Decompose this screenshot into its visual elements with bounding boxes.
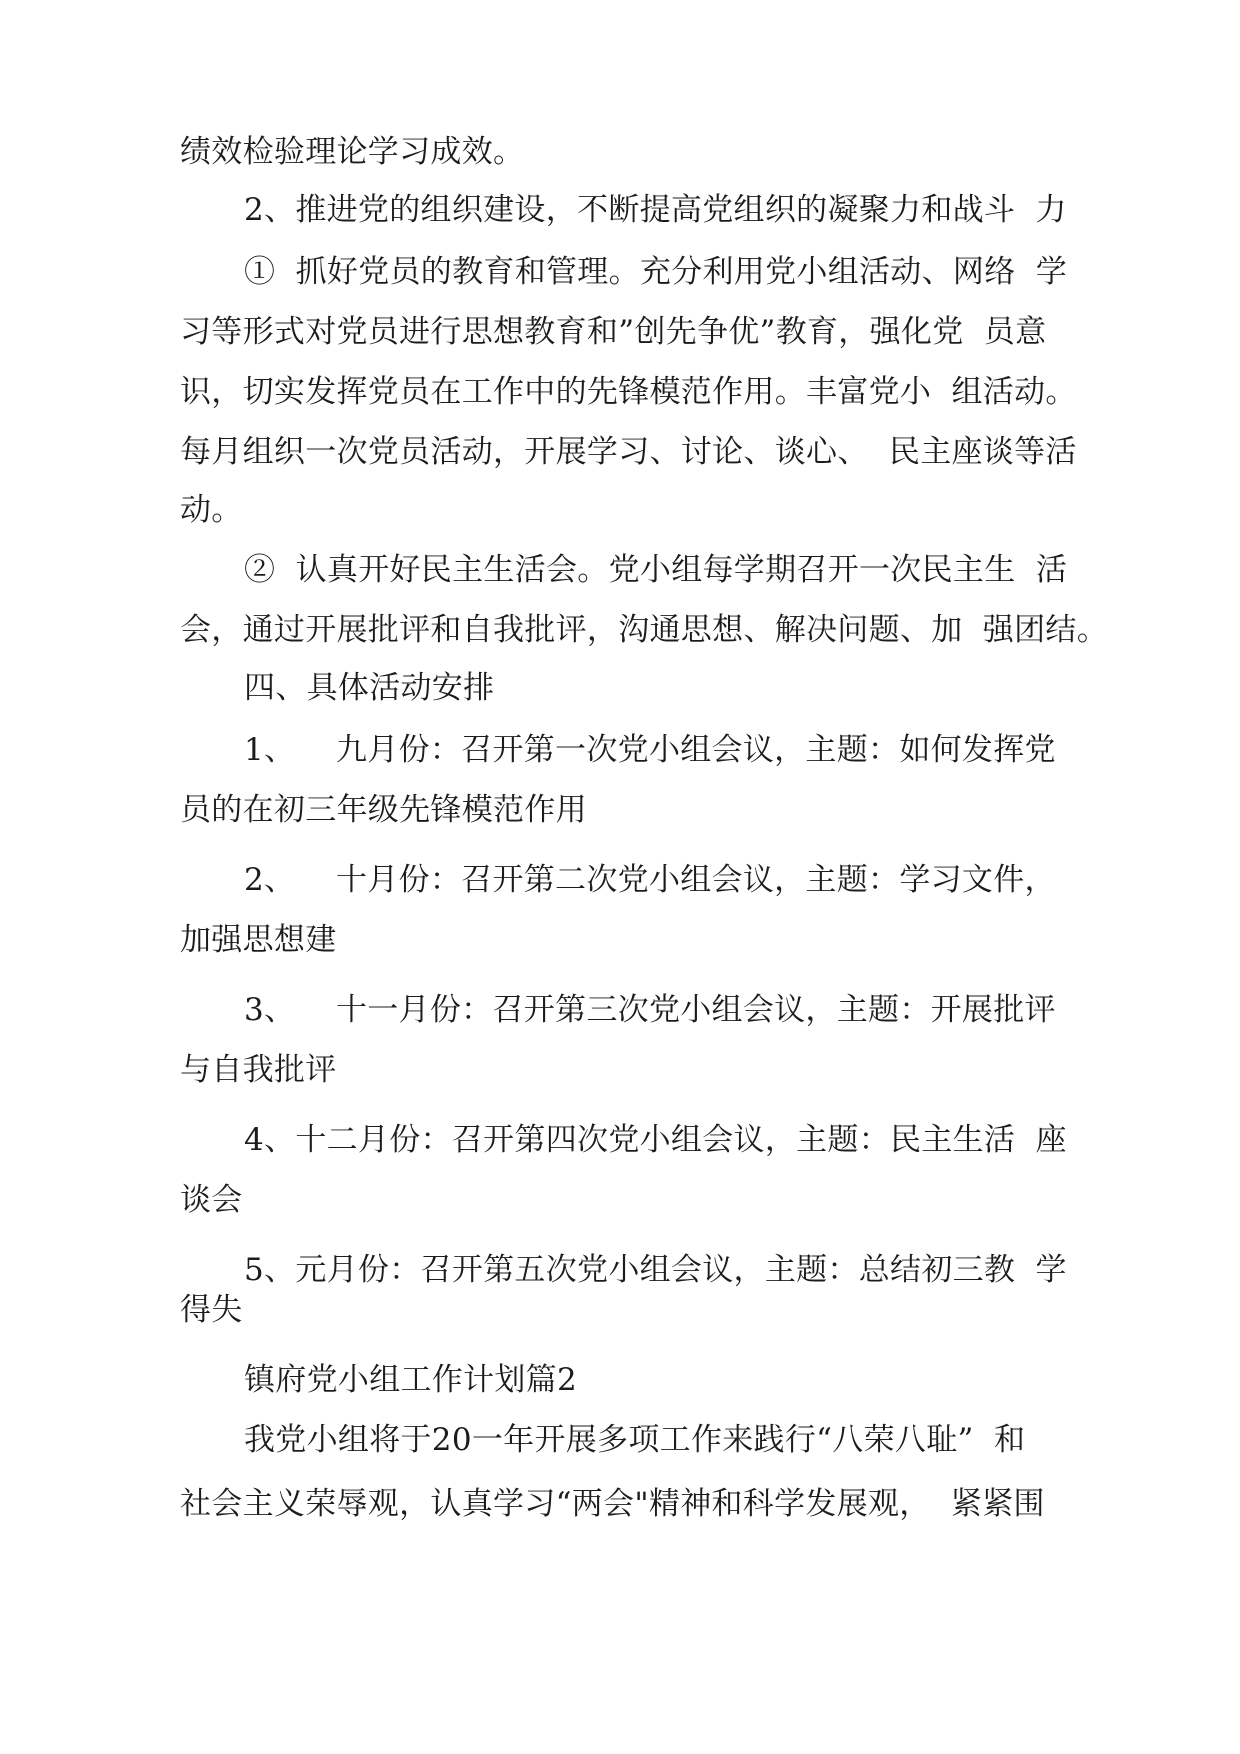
section-heading-4: 四、具体活动安排 [244, 670, 495, 706]
activity-5-line-1: 5、元月份：召开第五次党小组会议，主题：总结初三教 学 [244, 1252, 1067, 1288]
plan-2-paragraph-line-2: 社会主义荣辱观，认真学习“两会"精神和科学发展观， 紧紧围 [180, 1486, 1045, 1522]
section-heading-2: 2、推进党的组织建设，不断提高党组织的凝聚力和战斗 力 [244, 192, 1067, 228]
item-1-line-2: 习等形式对党员进行思想教育和”创先争优”教育，强化党 员意 [180, 314, 1047, 350]
activity-2-line-2: 加强思想建 [180, 922, 337, 958]
item-2-line-2: 会，通过开展批评和自我批评，沟通思想、解决问题、加 强团结。 [180, 612, 1109, 648]
activity-4-line-1: 4、十二月份：召开第四次党小组会议，主题：民主生活 座 [244, 1122, 1067, 1158]
item-1-line-5: 动。 [180, 492, 243, 528]
activity-2-line-1: 2、 十月份：召开第二次党小组会议，主题：学习文件， [244, 862, 1056, 898]
item-1-line-1: ① 抓好党员的教育和管理。充分利用党小组活动、网络 学 [244, 254, 1068, 290]
section-title-plan-2: 镇府党小组工作计划篇2 [244, 1362, 578, 1398]
activity-5-line-2: 得失 [180, 1292, 243, 1328]
activity-1-line-1: 1、 九月份：召开第一次党小组会议，主题：如何发挥党 [244, 732, 1056, 768]
item-2-line-1: ② 认真开好民主生活会。党小组每学期召开一次民主生 活 [244, 552, 1068, 588]
activity-3-line-1: 3、 十一月份：召开第三次党小组会议，主题：开展批评 [244, 992, 1056, 1028]
activity-4-line-2: 谈会 [180, 1182, 243, 1218]
activity-1-line-2: 员的在初三年级先锋模范作用 [180, 792, 587, 828]
paragraph-line-1: 绩效检验理论学习成效。 [180, 134, 525, 170]
item-1-line-3: 识，切实发挥党员在工作中的先锋模范作用。丰富党小 组活动。 [180, 374, 1077, 410]
activity-3-line-2: 与自我批评 [180, 1052, 337, 1088]
item-1-line-4: 每月组织一次党员活动，开展学习、讨论、谈心、 民主座谈等活 [180, 434, 1077, 470]
plan-2-paragraph-line-1: 我党小组将于20一年开展多项工作来践行“八荣八耻” 和 [244, 1422, 1026, 1458]
